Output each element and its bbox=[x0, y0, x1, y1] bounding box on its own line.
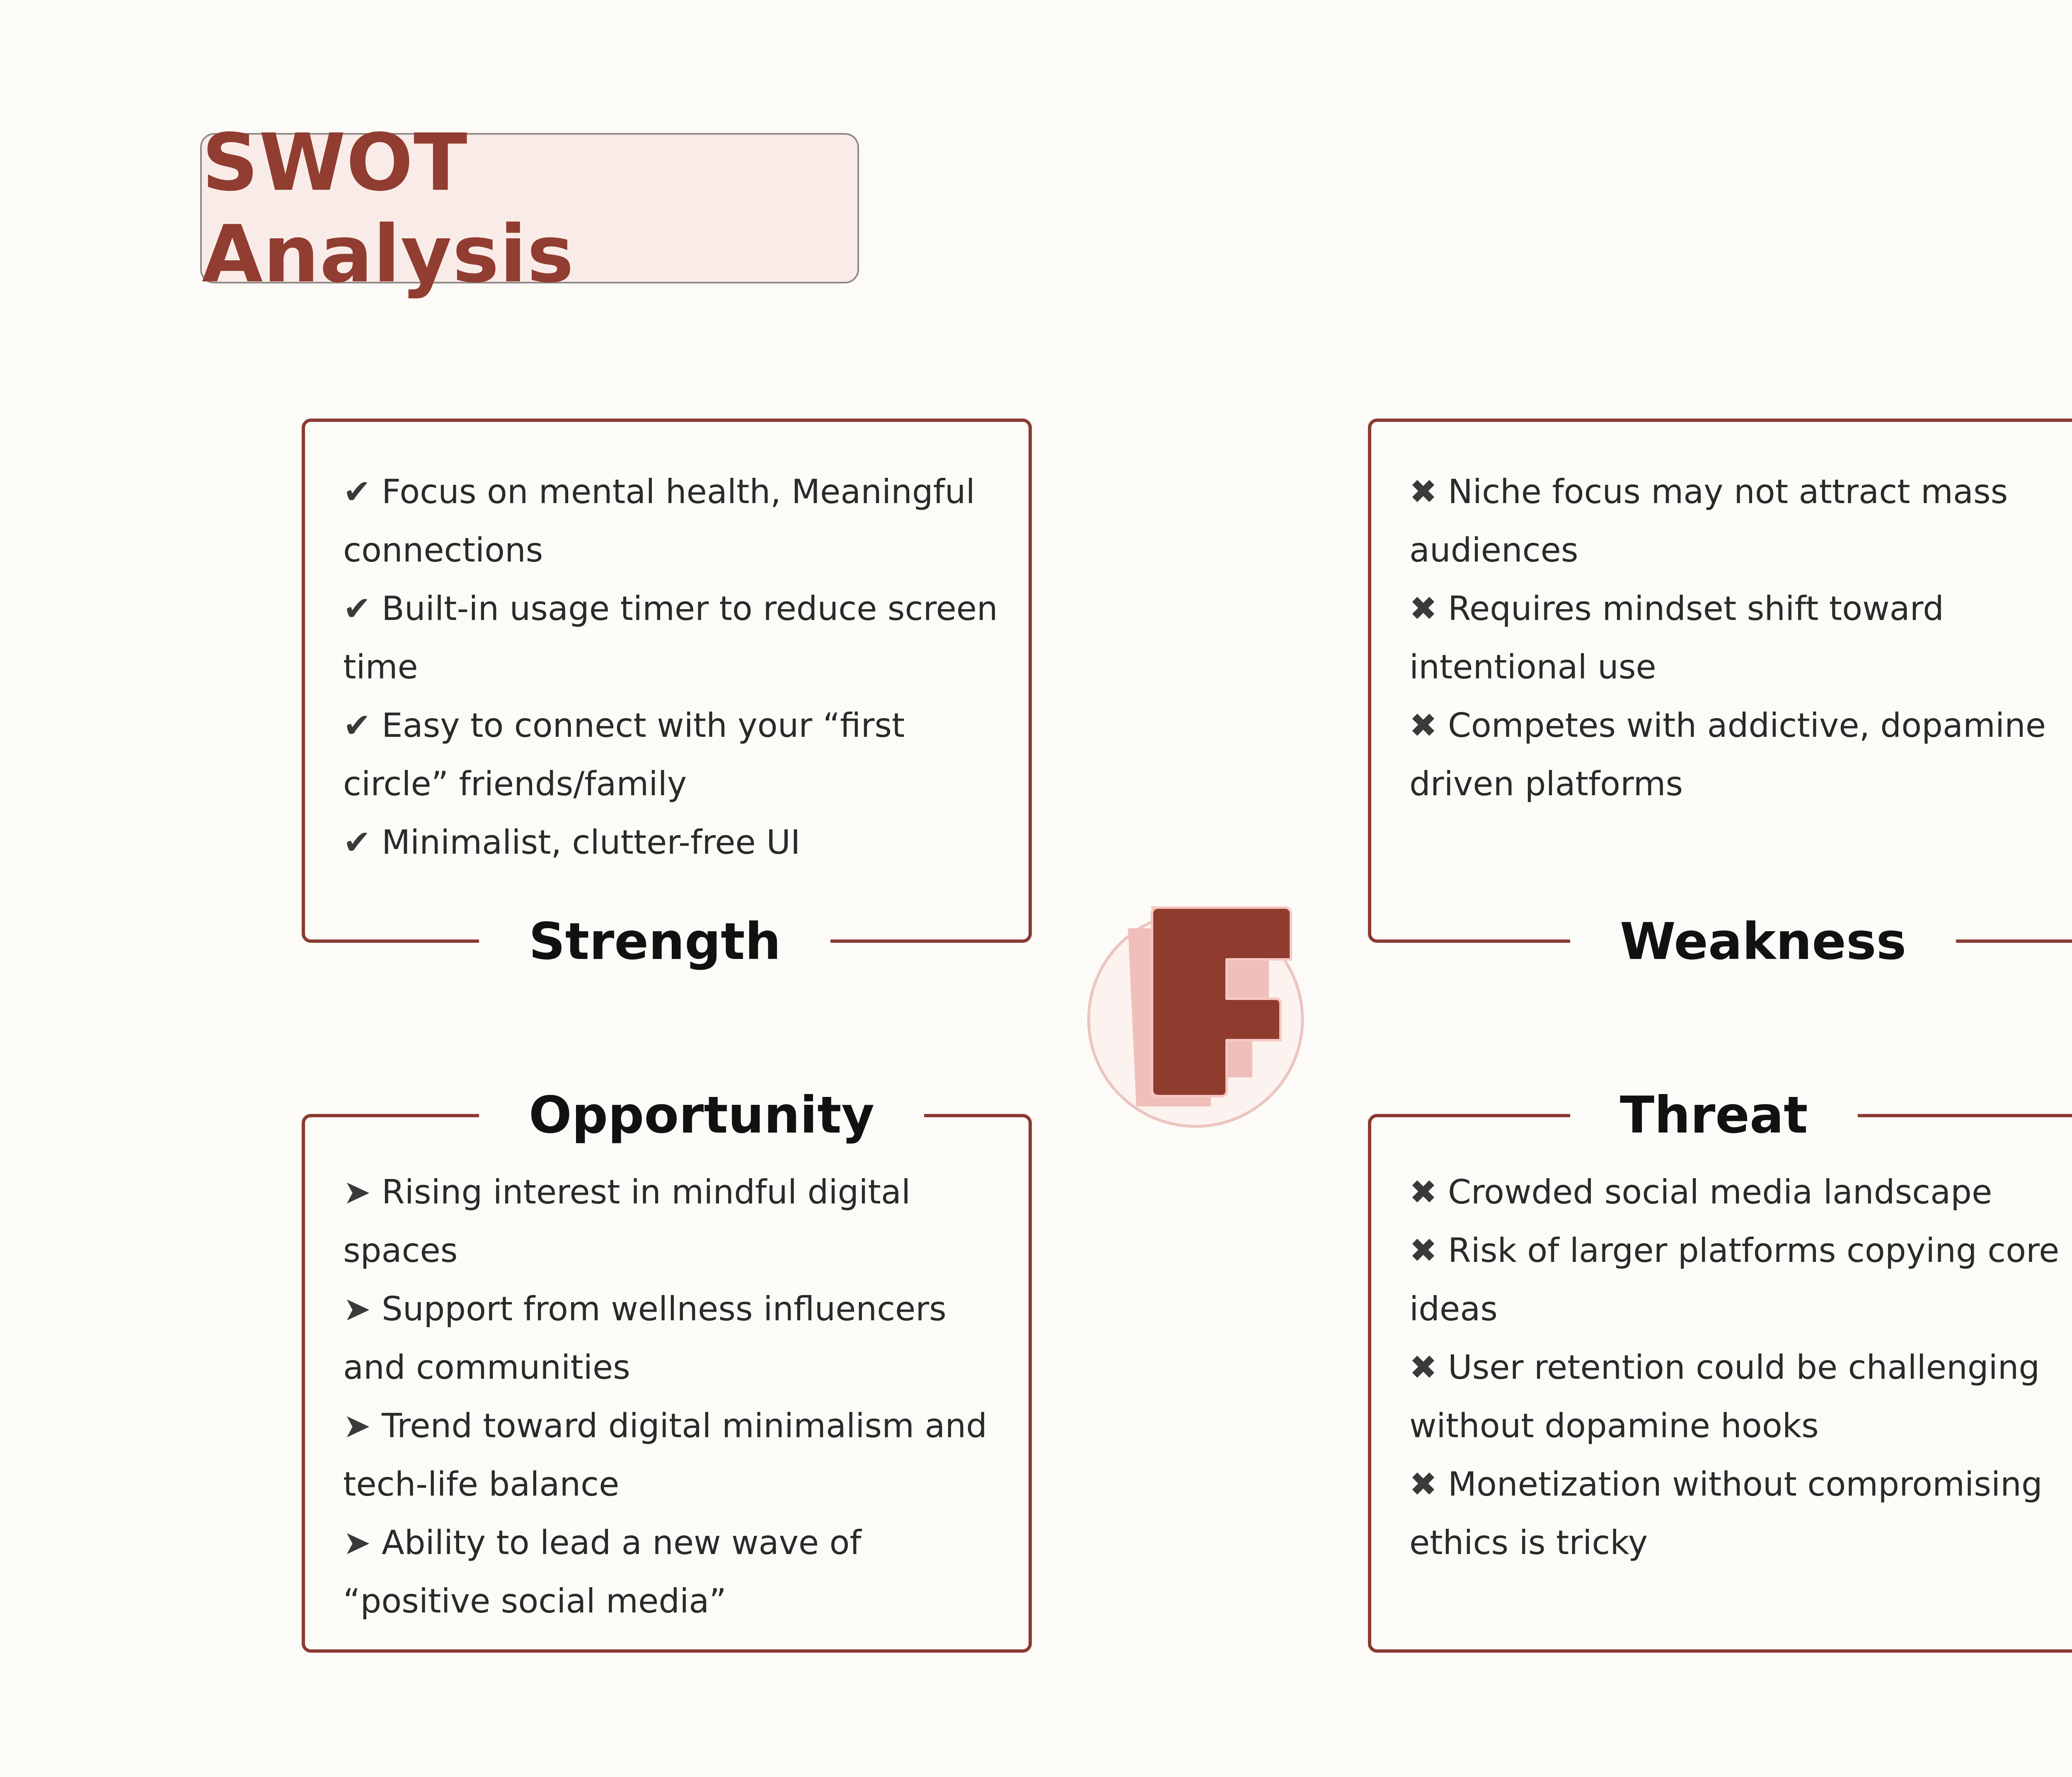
cross-icon: ✖ bbox=[1409, 706, 1438, 745]
arrow-icon: ➤ bbox=[343, 1523, 371, 1562]
list-item bbox=[343, 1397, 1000, 1513]
cross-icon: ✖ bbox=[1409, 1348, 1438, 1387]
f-logo-icon bbox=[1086, 899, 1310, 1131]
list-item bbox=[343, 1513, 1000, 1630]
check-icon: ✔ bbox=[343, 589, 371, 628]
list-item bbox=[1409, 1338, 2066, 1455]
page-title: SWOT Analysis bbox=[202, 116, 574, 300]
weakness-list bbox=[1409, 462, 2066, 813]
check-icon: ✔ bbox=[343, 472, 371, 511]
list-item bbox=[343, 696, 1000, 813]
check-icon: ✔ bbox=[343, 823, 371, 862]
opportunity-item-text: Support from wellness influencers and communities bbox=[343, 1290, 946, 1387]
list-item bbox=[1409, 1221, 2066, 1338]
list-item bbox=[343, 813, 1000, 872]
strength-label: Strength bbox=[479, 910, 830, 973]
list-item bbox=[1409, 1163, 2066, 1221]
list-item bbox=[1409, 579, 2066, 696]
cross-icon: ✖ bbox=[1409, 589, 1438, 628]
weakness-item-text: Competes with addictive, dopamine driven platforms bbox=[1409, 706, 2046, 803]
weakness-box bbox=[1368, 419, 2072, 971]
threat-item-text: User retention could be challenging without dopamine hooks bbox=[1409, 1348, 2040, 1445]
list-item bbox=[343, 1280, 1000, 1397]
opportunity-item-text: Trend toward digital minimalism and tech-life balance bbox=[343, 1407, 987, 1503]
cross-icon: ✖ bbox=[1409, 472, 1438, 511]
opportunity-label: Opportunity bbox=[479, 1084, 924, 1146]
threat-list bbox=[1409, 1163, 2066, 1572]
check-icon: ✔ bbox=[343, 706, 371, 745]
title-box bbox=[200, 116, 859, 300]
strength-item-text: Easy to connect with your “first circle” friends/family bbox=[343, 706, 905, 803]
arrow-icon: ➤ bbox=[343, 1407, 371, 1445]
opportunity-item-text: Rising interest in mindful digital spaces bbox=[343, 1173, 911, 1270]
cross-icon: ✖ bbox=[1409, 1173, 1438, 1211]
opportunity-item-text: Ability to lead a new wave of “positive social media” bbox=[343, 1523, 862, 1620]
cross-icon: ✖ bbox=[1409, 1465, 1438, 1503]
threat-item-text: Monetization without compromising ethics is tricky bbox=[1409, 1465, 2043, 1562]
list-item bbox=[343, 579, 1000, 696]
opportunity-list bbox=[343, 1163, 1000, 1630]
strength-box bbox=[302, 419, 1032, 971]
list-item bbox=[343, 462, 1000, 579]
list-item bbox=[1409, 1455, 2066, 1572]
arrow-icon: ➤ bbox=[343, 1290, 371, 1328]
list-item bbox=[343, 1163, 1000, 1280]
threat-label: Threat bbox=[1570, 1084, 1858, 1146]
opportunity-box bbox=[302, 1086, 1032, 1653]
strength-item-text: Focus on mental health, Meaningful connections bbox=[343, 472, 975, 569]
list-item bbox=[1409, 462, 2066, 579]
weakness-label: Weakness bbox=[1570, 910, 1956, 973]
weakness-item-text: Requires mindset shift toward intentional use bbox=[1409, 589, 1944, 686]
list-item bbox=[1409, 696, 2066, 813]
strength-item-text: Built-in usage timer to reduce screen time bbox=[343, 589, 998, 686]
threat-box bbox=[1368, 1086, 2072, 1653]
threat-item-text: Risk of larger platforms copying core ideas bbox=[1409, 1231, 2060, 1328]
strength-list bbox=[343, 462, 1000, 872]
strength-item-text: Minimalist, clutter-free UI bbox=[382, 823, 801, 862]
arrow-icon: ➤ bbox=[343, 1173, 371, 1211]
cross-icon: ✖ bbox=[1409, 1231, 1438, 1270]
threat-item-text: Crowded social media landscape bbox=[1448, 1173, 1992, 1211]
weakness-item-text: Niche focus may not attract mass audiences bbox=[1409, 472, 2008, 569]
